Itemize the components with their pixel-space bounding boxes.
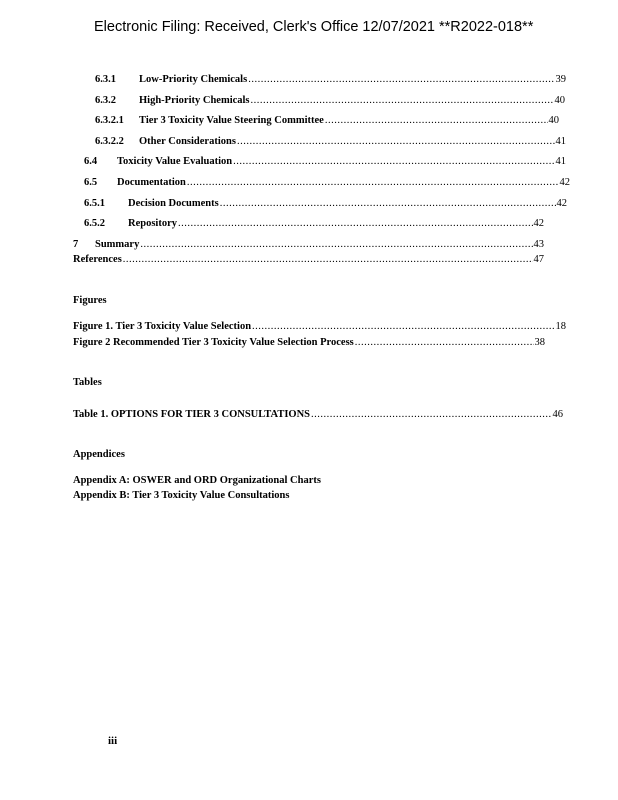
toc-leader [248,73,554,86]
toc-number: 6.3.2.1 [95,115,124,126]
toc-entry-6-3-2-1[interactable] [95,114,559,127]
toc-leader [187,176,559,189]
toc-entry-6-3-2-2[interactable] [95,135,566,148]
appendix-entry-a[interactable]: Appendix A: OSWER and ORD Organizational Charts [73,475,321,486]
figures-heading: Figures [73,295,107,306]
toc-title: High-Priority Chemicals [139,95,250,106]
page-number: iii [108,735,118,747]
toc-title: Other Considerations [139,136,236,147]
toc-page: 42 [533,218,544,229]
figure-entry-1[interactable] [73,320,566,333]
toc-number: 6.3.1 [95,74,116,85]
filing-stamp: Electronic Filing: Received, Clerk's Office 12/07/2021 **R2022-018** [94,19,534,35]
toc-entry-6-3-1[interactable] [95,73,566,86]
toc-page: 40 [554,95,565,106]
toc-number: 6.4 [84,156,98,167]
toc-entry-6-4[interactable] [84,155,566,168]
appendix-entry-b[interactable]: Appendix B: Tier 3 Toxicity Value Consultations [73,490,290,501]
toc-title: References [73,254,122,265]
toc-entry-6-5-1[interactable] [84,197,567,210]
table-page: 46 [552,409,563,420]
figure-title: Figure 2 Recommended Tier 3 Toxicity Value Selection Process [73,337,354,348]
toc-title: Documentation [117,177,186,188]
toc-number: 6.5 [84,177,98,188]
toc-number: 6.5.2 [84,218,105,229]
toc-title: Summary [95,239,140,250]
toc-leader [325,114,548,127]
toc-title: Decision Documents [128,198,219,209]
table-entry-1[interactable] [73,408,563,421]
figure-entry-2[interactable] [73,336,545,349]
toc-entry-6-5[interactable] [84,176,570,189]
toc-page: 39 [555,74,566,85]
toc-title: Toxicity Value Evaluation [117,156,233,167]
toc-leader [237,135,555,148]
toc-page: 41 [555,156,566,167]
toc-leader [252,320,554,333]
toc-leader [233,155,554,168]
toc-leader [220,197,556,210]
toc-page: 47 [533,254,544,265]
table-title: Table 1. OPTIONS FOR TIER 3 CONSULTATIONS [73,409,310,420]
figure-page: 18 [555,321,566,332]
toc-leader [178,217,533,230]
toc-title: Repository [128,218,177,229]
toc-leader [355,336,534,349]
toc-page: 41 [555,136,566,147]
figure-page: 38 [534,337,545,348]
toc-entry-6-5-2[interactable] [84,217,544,230]
toc-page: 42 [556,198,567,209]
toc-title: Low-Priority Chemicals [139,74,248,85]
toc-leader [311,408,552,421]
toc-number: 6.3.2.2 [95,136,124,147]
figure-title: Figure 1. Tier 3 Toxicity Value Selection [73,321,252,332]
toc-number: 7 [73,239,79,250]
toc-leader [140,238,532,251]
toc-entry-6-3-2[interactable] [95,94,565,107]
tables-heading: Tables [73,377,102,388]
appendices-heading: Appendices [73,449,125,460]
toc-leader [123,253,533,266]
toc-title: Tier 3 Toxicity Value Steering Committee [139,115,324,126]
toc-page: 43 [533,239,544,250]
toc-leader [251,94,554,107]
toc-page: 42 [559,177,570,188]
toc-page: 40 [548,115,559,126]
toc-number: 6.5.1 [84,198,105,209]
toc-number: 6.3.2 [95,95,116,106]
toc-entry-references[interactable] [73,253,544,266]
toc-entry-7[interactable] [73,238,544,251]
